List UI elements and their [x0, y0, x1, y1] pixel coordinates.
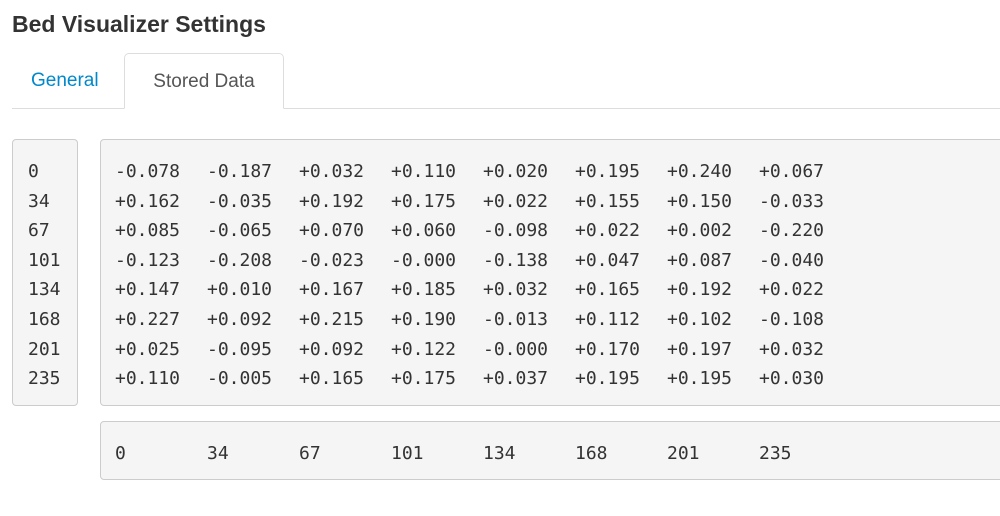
mesh-cell: +0.162 [115, 190, 181, 212]
mesh-cell: +0.147 [115, 279, 181, 301]
mesh-row [115, 187, 1000, 217]
y-axis-value: 34 [28, 190, 50, 212]
y-axis-value: 134 [28, 279, 61, 301]
mesh-cell: +0.020 [483, 161, 549, 182]
mesh-cell: +0.240 [667, 161, 733, 182]
mesh-row [115, 305, 1000, 335]
mesh-cell: +0.010 [207, 279, 273, 301]
mesh-cell: +0.150 [667, 190, 733, 212]
mesh-cell: -0.138 [483, 249, 549, 271]
x-axis-value: 67 [299, 443, 321, 464]
mesh-cell: +0.165 [575, 279, 641, 301]
mesh-cell: -0.035 [207, 190, 273, 212]
mesh-cell: +0.215 [299, 308, 365, 330]
mesh-cell: +0.032 [759, 338, 825, 360]
mesh-cell: +0.032 [299, 161, 365, 182]
mesh-data-matrix[interactable] [100, 139, 1000, 406]
x-axis-value: 134 [483, 443, 516, 464]
mesh-cell: -0.220 [759, 220, 825, 242]
mesh-cell: -0.123 [115, 249, 181, 271]
mesh-cell: -0.187 [207, 161, 273, 182]
x-axis-value: 0 [115, 443, 126, 464]
mesh-cell: +0.175 [391, 190, 457, 212]
mesh-cell: -0.065 [207, 220, 273, 242]
mesh-cell: +0.092 [299, 338, 365, 360]
mesh-cell: -0.098 [483, 220, 549, 242]
page-title: Bed Visualizer Settings [12, 11, 266, 37]
mesh-cell: -0.033 [759, 190, 825, 212]
mesh-cell: +0.025 [115, 338, 181, 360]
mesh-cell: -0.078 [115, 161, 181, 182]
mesh-row [115, 246, 1000, 276]
x-axis-values[interactable] [100, 421, 1000, 480]
mesh-cell: +0.092 [207, 308, 273, 330]
mesh-cell: -0.000 [391, 249, 457, 271]
x-axis-value: 201 [667, 443, 700, 464]
mesh-cell: +0.167 [299, 279, 365, 301]
mesh-cell: +0.192 [667, 279, 733, 301]
mesh-row [115, 216, 1000, 246]
mesh-cell: -0.023 [299, 249, 365, 271]
x-axis-value: 235 [759, 443, 792, 464]
mesh-cell: +0.022 [759, 279, 825, 301]
mesh-cell: +0.060 [391, 220, 457, 242]
mesh-cell: +0.195 [575, 368, 641, 390]
mesh-row [115, 157, 1000, 187]
mesh-cell: +0.022 [575, 220, 641, 242]
mesh-row [115, 364, 1000, 394]
mesh-cell: +0.022 [483, 190, 549, 212]
mesh-cell: +0.185 [391, 279, 457, 301]
y-axis-value: 0 [28, 161, 39, 182]
mesh-cell: +0.110 [115, 368, 181, 390]
mesh-cell: -0.000 [483, 338, 549, 360]
y-axis-value: 201 [28, 338, 61, 360]
mesh-cell: +0.227 [115, 308, 181, 330]
mesh-cell: +0.102 [667, 308, 733, 330]
mesh-cell: -0.013 [483, 308, 549, 330]
mesh-cell: +0.002 [667, 220, 733, 242]
mesh-cell: -0.040 [759, 249, 825, 271]
mesh-cell: -0.108 [759, 308, 825, 330]
y-axis-value: 235 [28, 368, 61, 390]
y-axis-value: 101 [28, 249, 61, 271]
y-axis-value: 168 [28, 308, 61, 330]
tab-bar [12, 53, 1000, 109]
mesh-cell: +0.037 [483, 368, 549, 390]
y-axis-values[interactable] [12, 139, 78, 406]
x-axis-value: 101 [391, 443, 424, 464]
x-axis-value: 168 [575, 443, 608, 464]
mesh-cell: +0.030 [759, 368, 825, 390]
mesh-cell: +0.175 [391, 368, 457, 390]
mesh-cell: +0.110 [391, 161, 457, 182]
mesh-cell: +0.112 [575, 308, 641, 330]
mesh-cell: +0.122 [391, 338, 457, 360]
mesh-cell: +0.165 [299, 368, 365, 390]
mesh-cell: +0.047 [575, 249, 641, 271]
x-axis-value: 34 [207, 443, 229, 464]
mesh-cell: +0.067 [759, 161, 825, 182]
tab-stored-data[interactable]: Stored Data [124, 53, 284, 109]
mesh-cell: +0.192 [299, 190, 365, 212]
mesh-cell: +0.197 [667, 338, 733, 360]
y-axis-value: 67 [28, 220, 50, 242]
x-axis-row [115, 439, 1000, 469]
mesh-row [115, 335, 1000, 365]
mesh-cell: +0.085 [115, 220, 181, 242]
mesh-cell: +0.170 [575, 338, 641, 360]
mesh-cell: +0.070 [299, 220, 365, 242]
mesh-cell: +0.032 [483, 279, 549, 301]
mesh-cell: +0.195 [667, 368, 733, 390]
mesh-cell: +0.087 [667, 249, 733, 271]
mesh-cell: +0.195 [575, 161, 641, 182]
mesh-row [115, 275, 1000, 305]
mesh-cell: -0.095 [207, 338, 273, 360]
mesh-cell: -0.005 [207, 368, 273, 390]
mesh-cell: +0.155 [575, 190, 641, 212]
mesh-cell: -0.208 [207, 249, 273, 271]
mesh-cell: +0.190 [391, 308, 457, 330]
tab-general[interactable]: General [31, 70, 99, 91]
